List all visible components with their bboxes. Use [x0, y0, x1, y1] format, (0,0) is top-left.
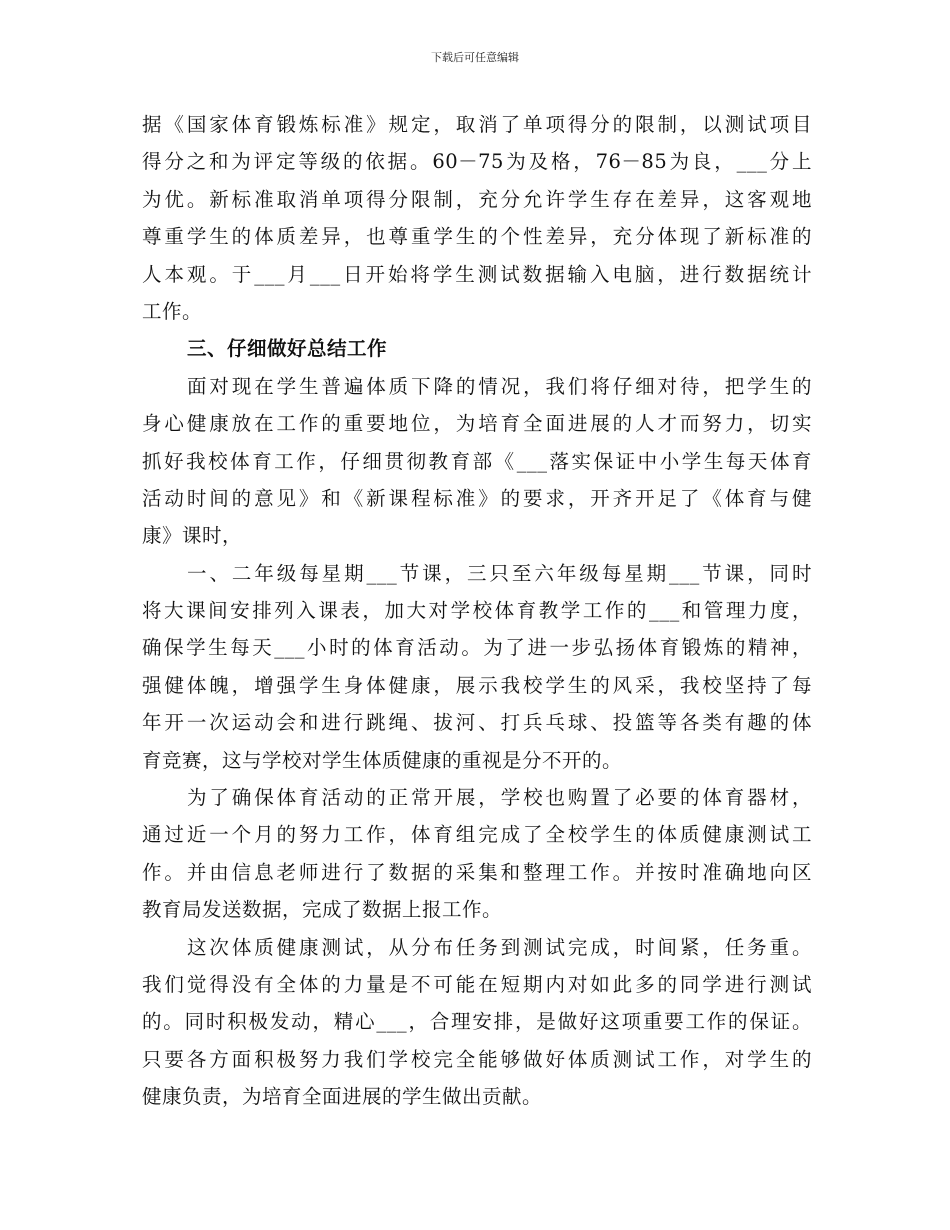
- body-text-line: 面对现在学生普遍体质下降的情况，我们将仔细对待，把学生的: [187, 374, 812, 398]
- body-text-line: 育竞赛，这与学校对学生体质健康的重视是分不开的。: [142, 748, 623, 772]
- body-text-line: 教育局发送数据，完成了数据上报工作。: [142, 898, 503, 922]
- body-text-line: 只要各方面积极努力我们学校完全能够做好体质测试工作，对学生的: [142, 1047, 812, 1071]
- body-text-line: 活动时间的意见》和《新课程标准》的要求，开齐开足了《体育与健: [142, 486, 812, 510]
- body-text-line: 将大课间安排列入课表，加大对学校体育教学工作的___和管理力度，: [142, 599, 812, 623]
- body-text-line: 作。并由信息老师进行了数据的采集和整理工作。并按时准确地向区: [142, 860, 812, 884]
- body-text-line: 确保学生每天___小时的体育活动。为了进一步弘扬体育锻炼的精神，: [142, 636, 812, 660]
- section-heading: 三、仔细做好总结工作: [187, 337, 388, 361]
- body-text-line: 这次体质健康测试，从分布任务到测试完成，时间紧，任务重。: [187, 935, 812, 959]
- body-text-line: 强健体魄，增强学生身体健康，展示我校学生的风采，我校坚持了每: [142, 673, 812, 697]
- body-text-line: 抓好我校体育工作，仔细贯彻教育部《___落实保证中小学生每天体育: [142, 449, 812, 473]
- page-header: 下载后可任意编辑: [431, 51, 519, 64]
- body-text-line: 我们觉得没有全体的力量是不可能在短期内对如此多的同学进行测试: [142, 972, 812, 996]
- body-text-line: 据《国家体育锻炼标准》规定，取消了单项得分的限制，以测试项目: [142, 113, 812, 136]
- body-text-line: 通过近一个月的努力工作，体育组完成了全校学生的体质健康测试工: [142, 823, 812, 847]
- body-text-line: 年开一次运动会和进行跳绳、拔河、打兵乓球、投篮等各类有趣的体: [142, 711, 812, 735]
- document-body: [142, 106, 812, 1116]
- body-text-line: 得分之和为评定等级的依据。60－75为及格，76－85为良，___分上: [142, 150, 812, 174]
- body-text-line: 一、二年级每星期___节课，三只至六年级每星期___节课，同时: [187, 561, 812, 585]
- body-text-line: 康》课时，: [142, 524, 243, 548]
- body-text-line: 身心健康放在工作的重要地位，为培育全面进展的人才而努力，切实: [142, 412, 812, 436]
- body-text-line: 尊重学生的体质差异，也尊重学生的个性差异，充分体现了新标准的: [142, 225, 812, 249]
- body-text-line: 的。同时积极发动，精心___，合理安排，是做好这项重要工作的保证。: [142, 1010, 812, 1034]
- body-text-line: 为了确保体育活动的正常开展，学校也购置了必要的体育器材，: [187, 786, 812, 810]
- body-text-line: 工作。: [142, 299, 203, 323]
- body-text-line: 人本观。于___月___日开始将学生测试数据输入电脑，进行数据统计: [142, 262, 812, 286]
- body-text-line: 为优。新标准取消单项得分限制，充分允许学生存在差异，这客观地: [142, 187, 812, 211]
- body-text-line: 健康负责，为培育全面进展的学生做出贡献。: [142, 1085, 543, 1109]
